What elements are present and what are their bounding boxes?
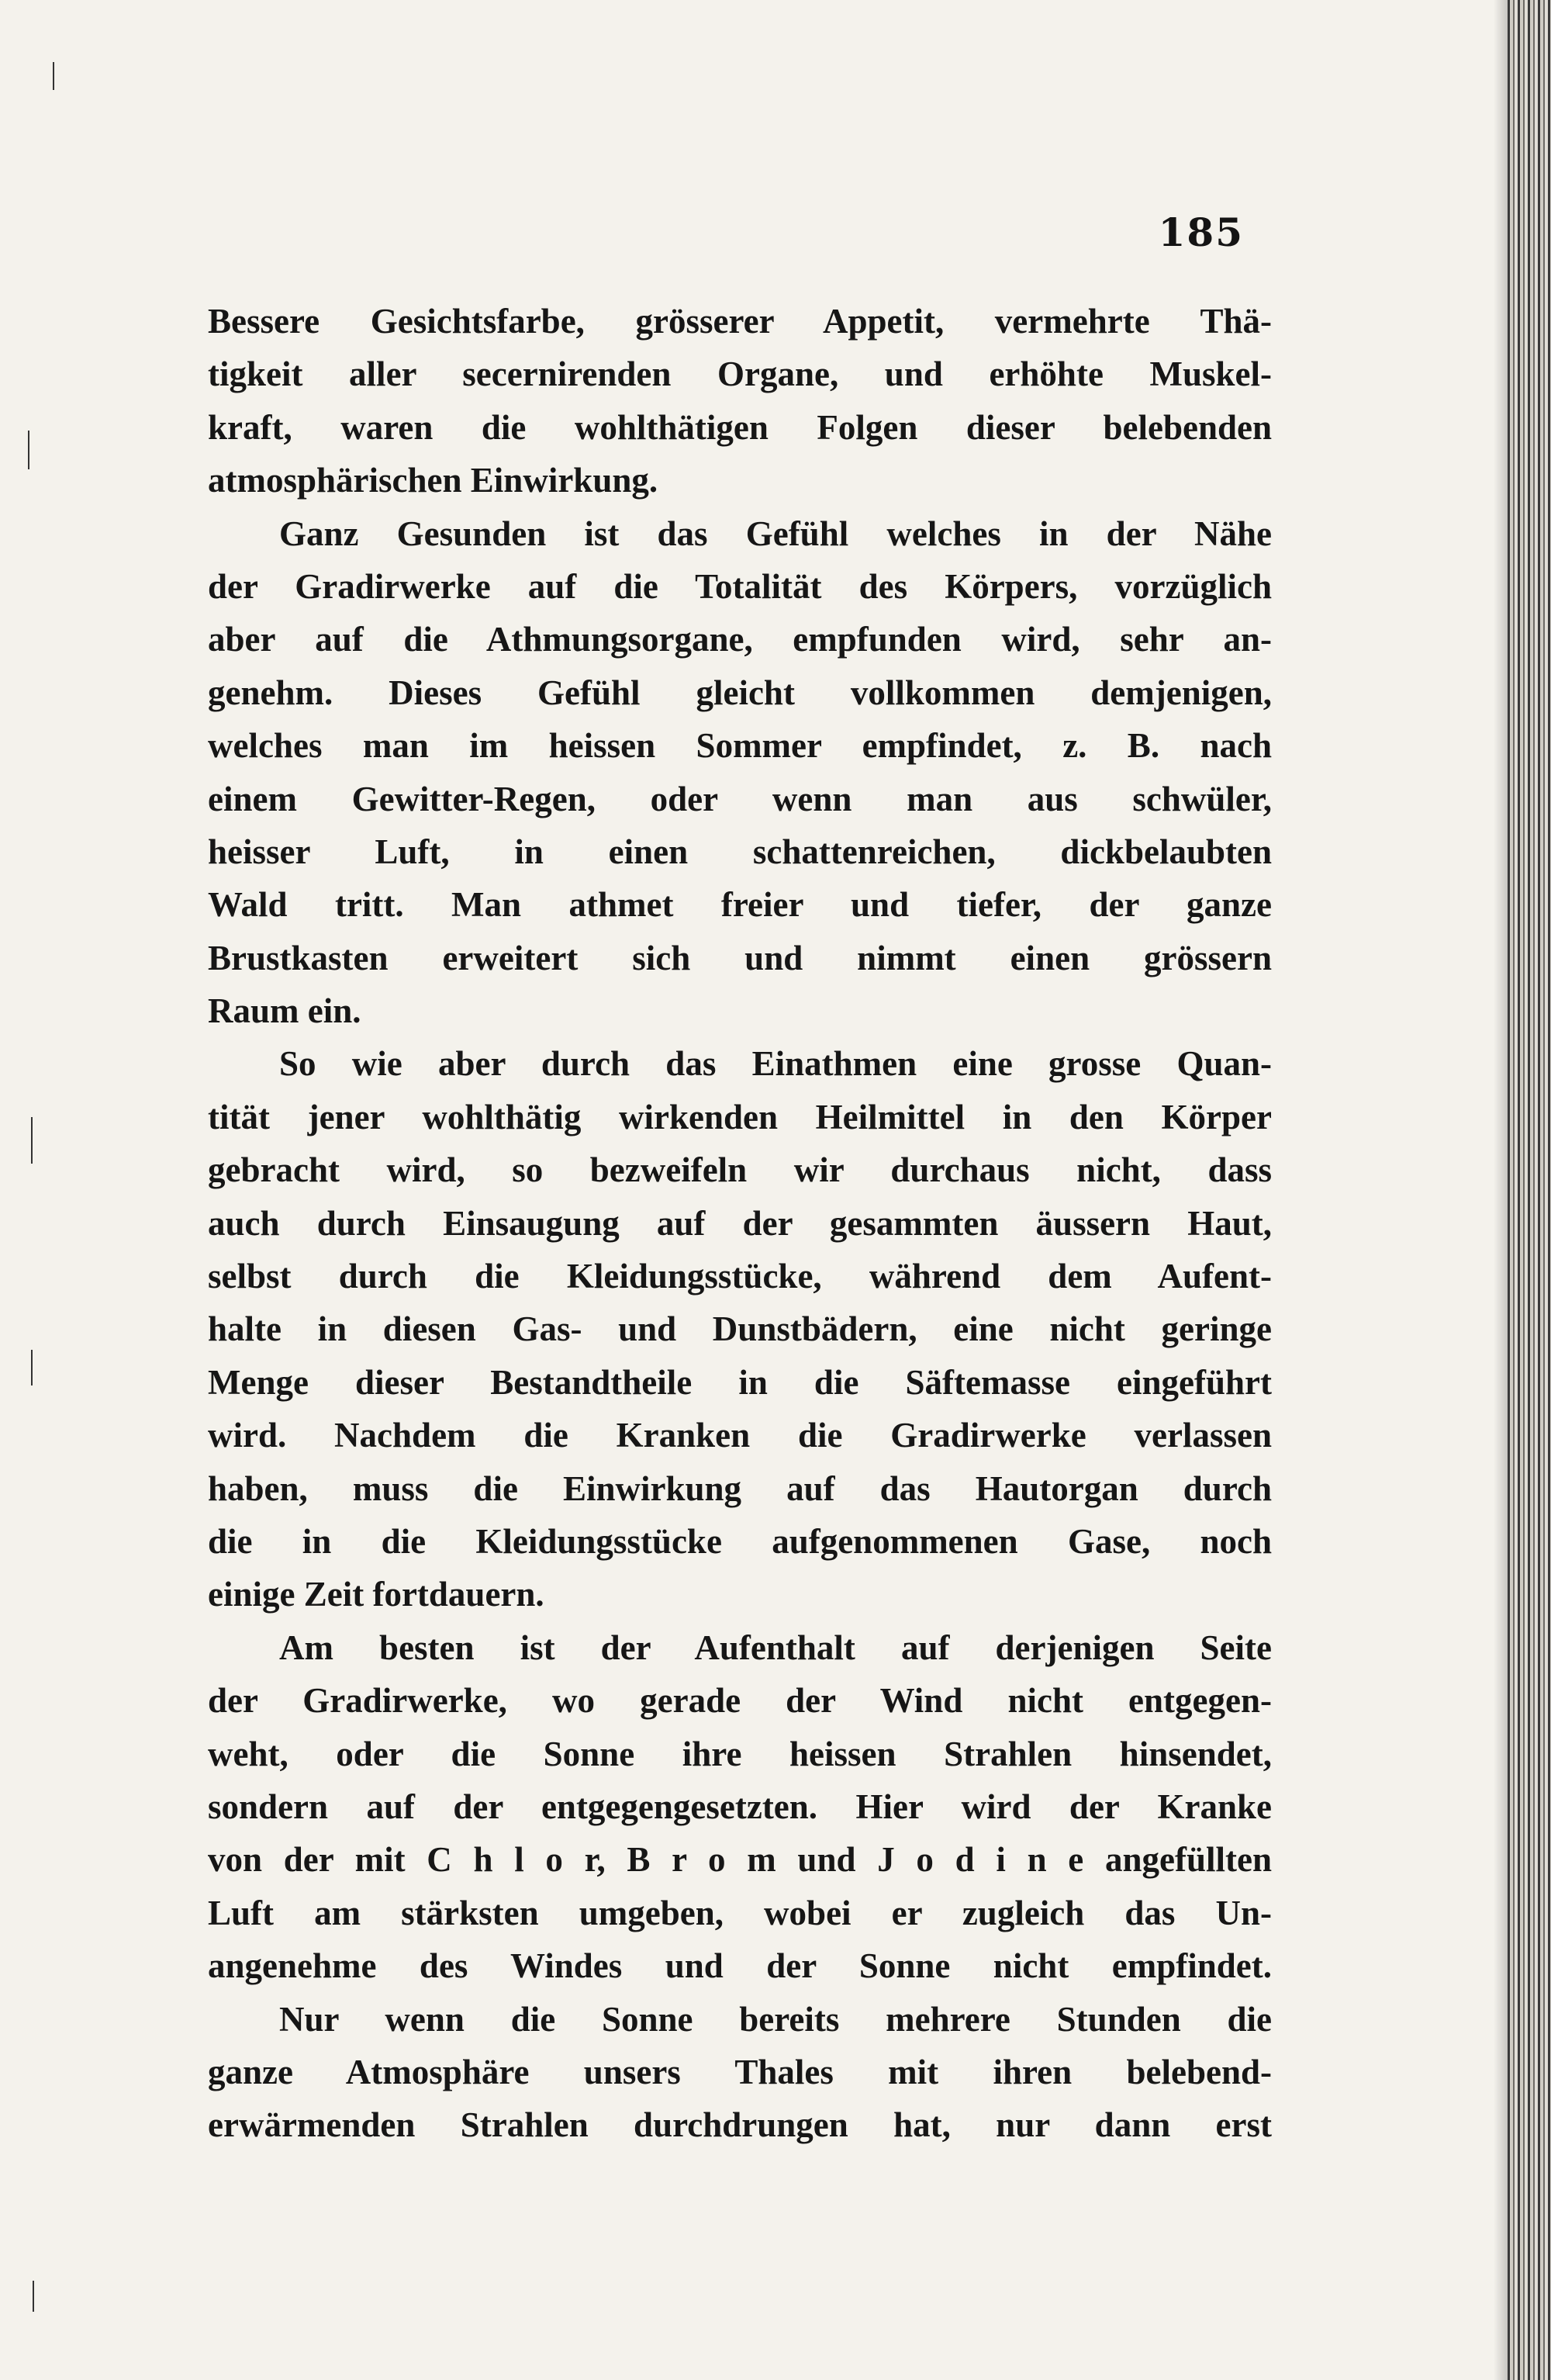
text-line: aber auf die Athmungsorgane, empfunden wird, sehr an- <box>208 620 1272 659</box>
text-line: Am besten ist der Aufenthalt auf derjenigen Seite <box>279 1628 1272 1667</box>
text-line: einem Gewitter-Regen, oder wenn man aus schwüler, <box>208 779 1272 818</box>
margin-mark <box>31 1350 33 1385</box>
text-line: einige Zeit fortdauern. <box>208 1575 544 1614</box>
body-text <box>208 295 1272 2152</box>
text-line: welches man im heissen Sommer empfindet, z. B. nach <box>208 726 1272 766</box>
book-page-edges <box>1508 0 1551 2380</box>
text-line: Luft am stärksten umgeben, wobei er zugleich das Un- <box>208 1893 1272 1932</box>
text-line: Raum ein. <box>208 991 361 1031</box>
text-line: sondern auf der entgegengesetzten. Hier wird der Kranke <box>208 1787 1272 1826</box>
text-line: der Gradirwerke, wo gerade der Wind nicht entgegen- <box>208 1681 1272 1721</box>
text-line: Menge dieser Bestandtheile in die Säftemasse eingeführt <box>208 1362 1272 1402</box>
text-line: erwärmenden Strahlen durchdrungen hat, nur dann erst <box>208 2105 1272 2145</box>
text-line: So wie aber durch das Einathmen eine grosse Quan- <box>279 1044 1272 1084</box>
text-line: Wald tritt. Man athmet freier und tiefer, der ganze <box>208 885 1272 925</box>
margin-mark <box>31 1117 33 1164</box>
text-line: angenehme des Windes und der Sonne nicht empfindet. <box>208 1946 1272 1986</box>
page-gutter-shadow <box>1494 0 1508 2380</box>
text-line: gebracht wird, so bezweifeln wir durchaus nicht, dass <box>208 1150 1272 1190</box>
text-line: tität jener wohlthätig wirkenden Heilmittel in den Körper <box>208 1097 1272 1136</box>
text-line: die in die Kleidungsstücke aufgenommenen Gase, noch <box>208 1521 1272 1561</box>
text-line: halte in diesen Gas- und Dunstbädern, eine nicht geringe <box>208 1309 1272 1349</box>
margin-mark <box>33 2281 34 2312</box>
text-line: Brustkasten erweitert sich und nimmt einen grössern <box>208 938 1272 977</box>
text-line: haben, muss die Einwirkung auf das Hautorgan durch <box>208 1468 1272 1508</box>
text-line: Bessere Gesichtsfarbe, grösserer Appetit, vermehrte Thä- <box>208 302 1272 341</box>
text-line: kraft, waren die wohlthätigen Folgen dieser belebenden <box>208 407 1272 447</box>
page-number: 185 <box>1158 209 1244 255</box>
text-line: Ganz Gesunden ist das Gefühl welches in der Nähe <box>279 514 1272 553</box>
text-line: ganze Atmosphäre unsers Thales mit ihren belebend- <box>208 2052 1272 2091</box>
text-line: der Gradirwerke auf die Totalität des Körpers, vorzüglich <box>208 566 1272 606</box>
text-line: wird. Nachdem die Kranken die Gradirwerke verlassen <box>208 1416 1272 1455</box>
text-line: tigkeit aller secernirenden Organe, und erhöhte Muskel- <box>208 355 1272 394</box>
text-line: weht, oder die Sonne ihre heissen Strahlen hinsendet, <box>208 1734 1272 1773</box>
text-line: Nur wenn die Sonne bereits mehrere Stunden die <box>279 1999 1272 2039</box>
margin-mark <box>53 62 54 90</box>
margin-mark <box>28 431 29 469</box>
text-line: heisser Luft, in einen schattenreichen, dickbelaubten <box>208 832 1272 871</box>
text-line: atmosphärischen Einwirkung. <box>208 461 658 500</box>
text-line: von der mit C h l o r, B r o m und J o d i n e angefüllten <box>208 1840 1272 1880</box>
text-line: genehm. Dieses Gefühl gleicht vollkommen demjenigen, <box>208 673 1272 712</box>
text-line: auch durch Einsaugung auf der gesammten äussern Haut, <box>208 1203 1272 1243</box>
text-line: selbst durch die Kleidungsstücke, während dem Aufent- <box>208 1257 1272 1296</box>
